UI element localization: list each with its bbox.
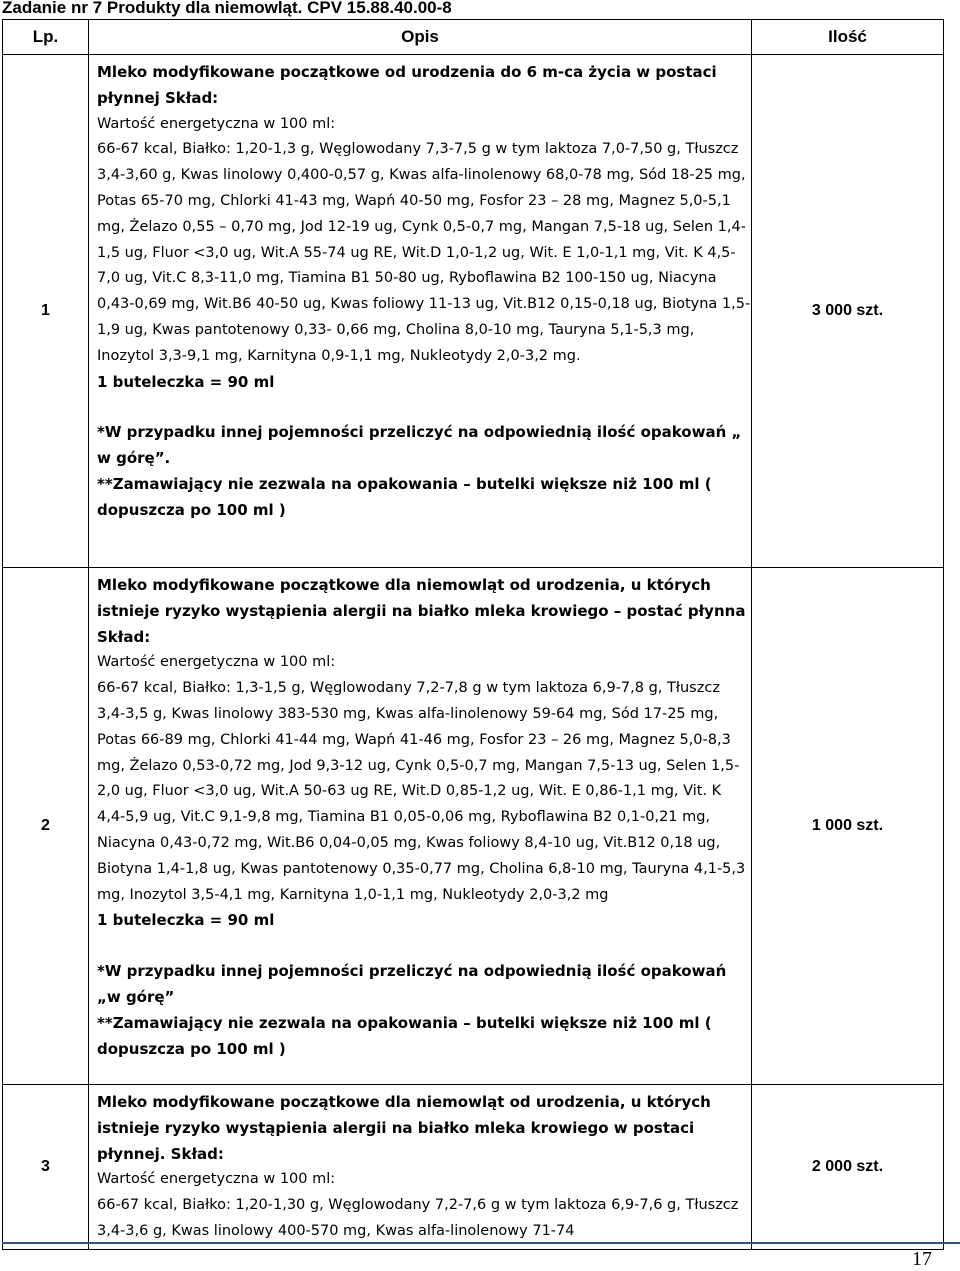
row-description bbox=[89, 55, 752, 568]
product-title: Mleko modyfikowane początkowe od urodzenia do 6 m-ca życia w postaci płynnej Skład: bbox=[97, 63, 717, 107]
note-packaging: **Zamawiający nie zezwala na opakowania – butelki większe niż 100 ml ( dopuszcza po 100 ml ) bbox=[97, 1013, 712, 1058]
table-row bbox=[3, 1085, 944, 1250]
column-header-lp: Lp. bbox=[3, 20, 89, 55]
energy-label: Wartość energetyczna w 100 ml: bbox=[97, 1171, 336, 1188]
note-capacity: *W przypadku innej pojemności przeliczyć na odpowiednią ilość opakowań „ w górę”. bbox=[97, 423, 742, 468]
row-quantity: 1 000 szt. bbox=[752, 568, 944, 1085]
row-number: 3 bbox=[3, 1085, 89, 1250]
page-number: 17 bbox=[912, 1248, 932, 1270]
row-quantity: 3 000 szt. bbox=[752, 55, 944, 568]
composition-text: 66-67 kcal, Białko: 1,20-1,3 g, Węglowodany 7,3-7,5 g w tym laktoza 7,0-7,50 g, Tłuszcz 3,4-3,60 g, Kwas linolowy 0,400-0,57 g, Kwas alfa-linolenowy 68,0-78 mg, Sód 18-25 mg, Potas 65-70 mg, Chlorki 41-43 mg, Wapń 40-50 mg, Fosfor 23 – 28 mg, Magnez 5,0-5,1 mg, Żelazo 0,55 – 0,70 mg, Jod 12-19 ug, Cynk 0,5-0,7 mg, Mangan 7,5-18 ug, Selen 1,4-1,5 ug, Fluor <3,0 ug, Wit.A 55-74 ug RE, Wit.D 1,0-1,2 ug, Wit. E 1,0-1,1 mg, Vit. K 4,5-7,0 ug, Vit.C 8,3-11,0 mg, Tiamina B1 50-80 ug, Ryboflawina B2 100-150 ug, Niacyna 0,43-0,69 mg, Wit.B6 40-50 ug, Kwas foliowy 11-13 ug, Vit.B12 0,15-0,18 ug, Biotyna 1,5-1,9 ug, Kwas pantotenowy 0,33- 0,66 mg, Cholina 8,0-10 mg, Tauryna 5,1-5,3 mg, Inozytol 3,3-9,1 mg, Karnityna 0,9-1,1 mg, Nukleotydy 2,0-3,2 mg. bbox=[97, 141, 751, 364]
energy-label: Wartość energetyczna w 100 ml: bbox=[97, 654, 336, 671]
row-number: 2 bbox=[3, 568, 89, 1085]
bottle-size: 1 buteleczka = 90 ml bbox=[97, 372, 275, 391]
product-title: Mleko modyfikowane początkowe dla niemowląt od urodzenia, u których istnieje ryzyko wystąpienia alergii na białko mleka krowiego w postaci płynnej. Skład: bbox=[97, 1093, 711, 1163]
table-header-row bbox=[3, 20, 944, 55]
row-description bbox=[89, 568, 752, 1085]
row-description bbox=[89, 1085, 752, 1250]
table-row bbox=[3, 568, 944, 1085]
energy-label: Wartość energetyczna w 100 ml: bbox=[97, 115, 336, 132]
bottle-size: 1 buteleczka = 90 ml bbox=[97, 911, 275, 930]
table-row bbox=[3, 55, 944, 568]
footer-divider bbox=[2, 1242, 960, 1244]
column-header-opis: Opis bbox=[89, 20, 752, 55]
composition-text: 66-67 kcal, Białko: 1,20-1,30 g, Węglowodany 7,2-7,6 g w tym laktoza 6,9-7,6 g, Tłuszcz 3,4-3,6 g, Kwas linolowy 400-570 mg, Kwas alfa-linolenowy 71-74 bbox=[97, 1197, 739, 1239]
product-title: Mleko modyfikowane początkowe dla niemowląt od urodzenia, u których istnieje ryzyko wystąpienia alergii na białko mleka krowiego – postać płynna Skład: bbox=[97, 576, 746, 646]
note-capacity: *W przypadku innej pojemności przeliczyć na odpowiednią ilość opakowań „w górę” bbox=[97, 962, 727, 1006]
column-header-ilosc: Ilość bbox=[752, 20, 944, 55]
row-quantity: 2 000 szt. bbox=[752, 1085, 944, 1250]
page-heading: Zadanie nr 7 Produkty dla niemowląt. CPV 15.88.40.00-8 bbox=[2, 0, 452, 17]
row-number: 1 bbox=[3, 55, 89, 568]
product-table bbox=[2, 19, 944, 1250]
note-packaging: **Zamawiający nie zezwala na opakowania – butelki większe niż 100 ml ( dopuszcza po 100 ml ) bbox=[97, 474, 712, 519]
composition-text: 66-67 kcal, Białko: 1,3-1,5 g, Węglowodany 7,2-7,8 g w tym laktoza 6,9-7,8 g, Tłuszcz 3,4-3,5 g, Kwas linolowy 383-530 mg, Kwas alfa-linolenowy 59-64 mg, Sód 17-25 mg, Potas 66-89 mg, Chlorki 41-44 mg, Wapń 41-46 mg, Fosfor 23 – 26 mg, Magnez 5,0-8,3 mg, Żelazo 0,53-0,72 mg, Jod 9,3-12 ug, Cynk 0,5-0,7 mg, Mangan 7,5-13 ug, Selen 1,5-2,0 ug, Fluor <3,0 ug, Wit.A 50-63 ug RE, Wit.D 0,85-1,2 ug, Wit. E 0,86-1,1 mg, Vit. K 4,4-5,9 ug, Vit.C 9,1-9,8 mg, Tiamina B1 0,05-0,06 mg, Ryboflawina B2 0,1-0,21 mg, Niacyna 0,43-0,72 mg, Wit.B6 0,04-0,05 mg, Kwas foliowy 8,4-10 ug, Vit.B12 0,18 ug, Biotyna 1,4-1,8 ug, Kwas pantotenowy 0,35-0,77 mg, Cholina 6,8-10 mg, Tauryna 4,1-5,3 mg, Inozytol 3,5-4,1 mg, Karnityna 1,0-1,1 mg, Nukleotydy 2,0-3,2 mg bbox=[97, 680, 746, 903]
